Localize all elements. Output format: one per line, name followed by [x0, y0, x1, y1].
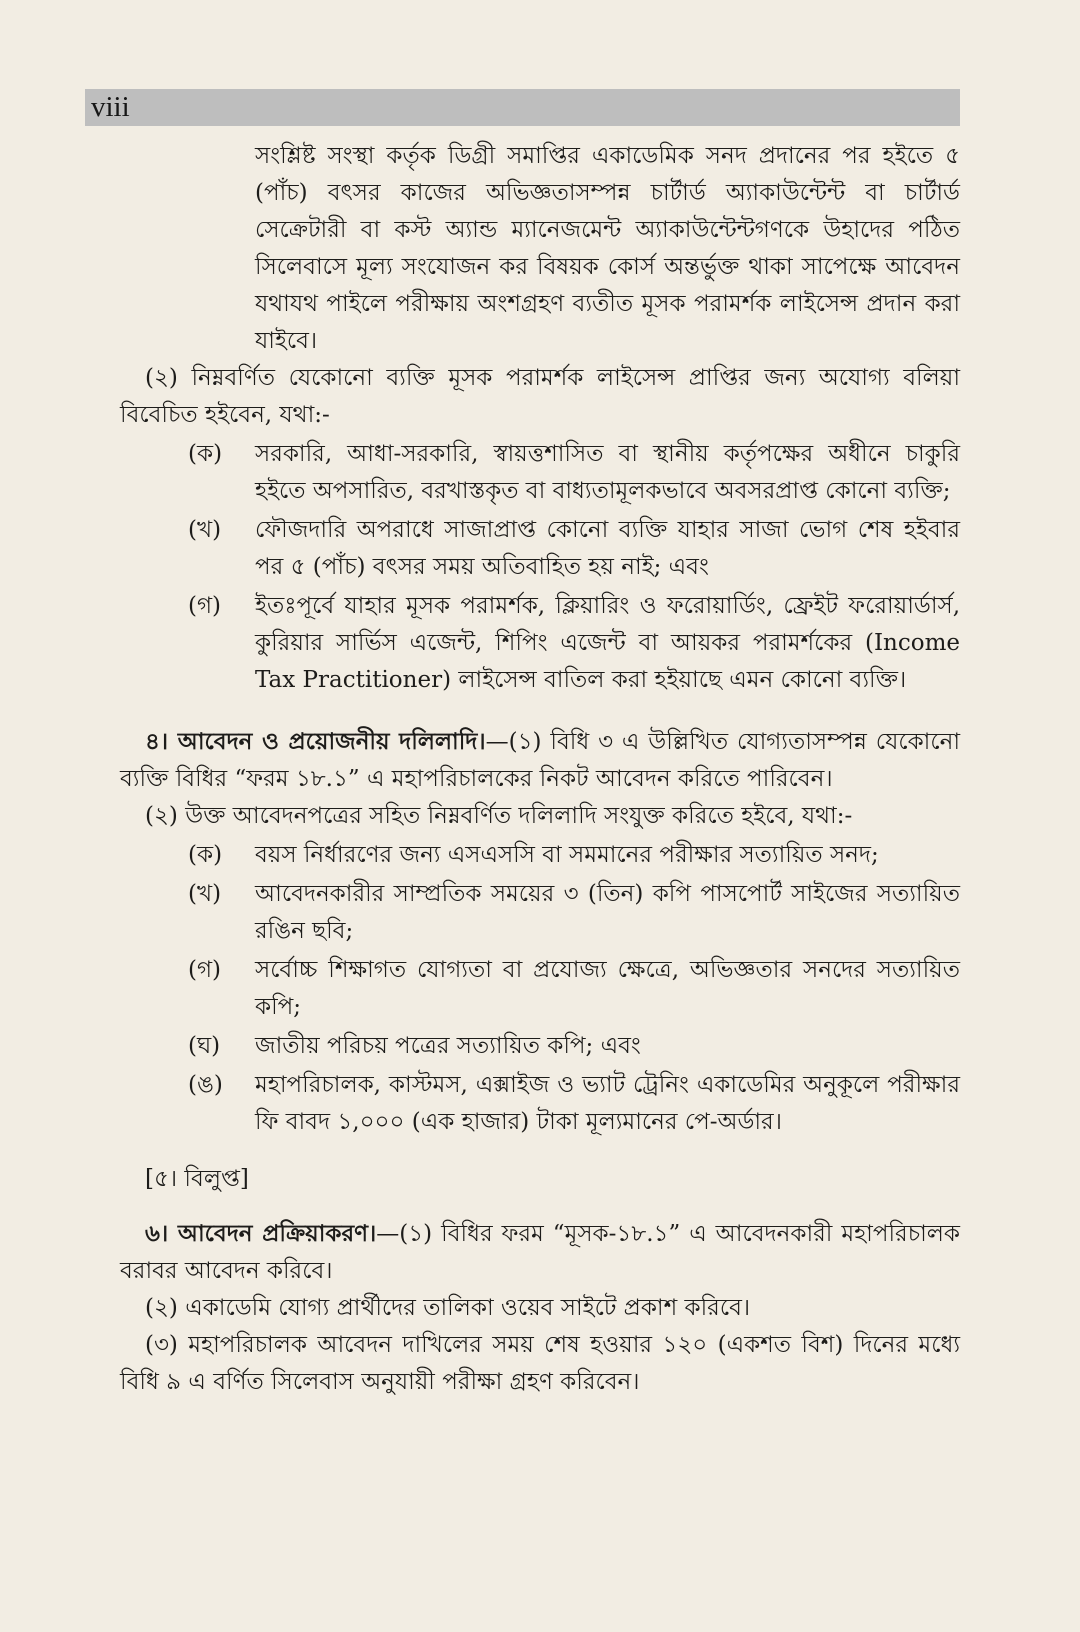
disqualification-item	[120, 512, 960, 586]
document-item	[120, 1028, 960, 1065]
disqualification-item	[120, 588, 960, 699]
page-body	[120, 138, 960, 1401]
section-4-paragraph	[120, 723, 960, 798]
section-6-subclause-2: (২) একাডেমি যোগ্য প্রার্থীদের তালিকা ওয়েব সাইটে প্রকাশ করিবে।	[145, 1295, 751, 1321]
item-label: (ক)	[188, 842, 223, 868]
page-header-bar	[85, 89, 960, 126]
document-item	[120, 876, 960, 950]
intro-continuation-paragraph: সংশ্লিষ্ট সংস্থা কর্তৃক ডিগ্রী সমাপ্তির একাডেমিক সনদ প্রদানের পর হইতে ৫ (পাঁচ) বৎসর কাজের অভিজ্ঞতাসম্পন্ন চার্টার্ড অ্যাকাউন্টেন্ট বা চার্টার্ড সেক্রেটারী বা কস্ট অ্যান্ড ম্যানেজমেন্ট অ্যাকাউন্টেন্টগণকে উহাদের পঠিত সিলেবাসে মূল্য সংযোজন কর বিষয়ক কোর্স অন্তর্ভুক্ত থাকা সাপেক্ষে আবেদন যথাযথ পাইলে পরীক্ষায় অংশগ্রহণ ব্যতীত মূসক পরামর্শক লাইসেন্স প্রদান করা যাইবে।	[255, 143, 960, 354]
section-4-text: —(১) বিধি ৩ এ উল্লিখিত যোগ্যতাসম্পন্ন যেকোনো ব্যক্তি বিধির “ফরম ১৮.১” এ মহাপরিচালকের নিকট আবেদন করিতে পারিবেন।	[120, 729, 960, 792]
section-6-heading: ৬। আবেদন প্রক্রিয়াকরণ।	[145, 1220, 377, 1247]
disqualification-paragraph: (২) নিম্নবর্ণিত যেকোনো ব্যক্তি মূসক পরামর্শক লাইসেন্স প্রাপ্তির জন্য অযোগ্য বলিয়া বিবেচিত হইবেন, যথা:-	[120, 365, 960, 428]
section-4-heading: ৪। আবেদন ও প্রয়োজনীয় দলিলাদি।	[145, 728, 486, 755]
item-text: সর্বোচ্চ শিক্ষাগত যোগ্যতা বা প্রযোজ্য ক্ষেত্রে, অভিজ্ঞতার সনদের সত্যায়িত কপি;	[255, 957, 960, 1020]
item-text: সরকারি, আধা-সরকারি, স্বায়ত্তশাসিত বা স্থানীয় কর্তৃপক্ষের অধীনে চাকুরি হইতে অপসারিত, বরখাস্তকৃত বা বাধ্যতামূলকভাবে অবসরপ্রাপ্ত কোনো ব্যক্তি;	[255, 441, 960, 504]
disqualification-item	[120, 436, 960, 510]
section-6-text: —(১) বিধির ফরম “মূসক-১৮.১” এ আবেদনকারী মহাপরিচালক বরাবর আবেদন করিবে।	[120, 1221, 961, 1284]
document-item	[120, 952, 960, 1026]
item-text: বয়স নির্ধারণের জন্য এসএসসি বা সমমানের পরীক্ষার সত্যায়িত সনদ;	[255, 842, 879, 868]
item-text: জাতীয় পরিচয় পত্রের সত্যায়িত কপি; এবং	[255, 1033, 641, 1059]
item-label: (গ)	[188, 957, 222, 983]
item-label: (খ)	[188, 881, 222, 907]
section-6-subclause-3: (৩) মহাপরিচালক আবেদন দাখিলের সময় শেষ হওয়ার ১২০ (একশত বিশ) দিনের মধ্যে বিধি ৯ এ বর্ণিত সিলেবাস অনুযায়ী পরীক্ষা গ্রহণ করিবেন।	[120, 1332, 960, 1395]
item-text: ইতঃপূর্বে যাহার মূসক পরামর্শক, ক্লিয়ারিং ও ফরোয়ার্ডিং, ফ্রেইট ফরোয়ার্ডার্স, কুরিয়ার সার্ভিস এজেন্ট, শিপিং এজেন্ট বা আয়কর পরামর্শকের (Income Tax Practitioner) লাইসেন্স বাতিল করা হইয়াছে এমন কোনো ব্যক্তি।	[255, 593, 960, 693]
document-item	[120, 1067, 960, 1141]
item-text: ফৌজদারি অপরাধে সাজাপ্রাপ্ত কোনো ব্যক্তি যাহার সাজা ভোগ শেষ হইবার পর ৫ (পাঁচ) বৎসর সময় অতিবাহিত হয় নাই; এবং	[255, 517, 960, 580]
item-label: (ঙ)	[188, 1072, 223, 1098]
item-label: (গ)	[188, 593, 222, 619]
item-label: (ঘ)	[188, 1033, 221, 1059]
item-text: আবেদনকারীর সাম্প্রতিক সময়ের ৩ (তিন) কপি পাসপোর্ট সাইজের সত্যায়িত রঙিন ছবি;	[255, 881, 960, 944]
section-4-subclause-2: (২) উক্ত আবেদনপত্রের সহিত নিম্নবর্ণিত দলিলাদি সংযুক্ত করিতে হইবে, যথা:-	[145, 803, 853, 829]
section-5-omitted: [৫। বিলুপ্ত]	[145, 1166, 249, 1192]
item-label: (খ)	[188, 517, 222, 543]
section-6-paragraph	[120, 1215, 960, 1290]
page-number: viii	[91, 91, 130, 123]
item-label: (ক)	[188, 441, 223, 467]
item-text: মহাপরিচালক, কাস্টমস, এক্সাইজ ও ভ্যাট ট্রেনিং একাডেমির অনুকূলে পরীক্ষার ফি বাবদ ১,০০০ (এক হাজার) টাকা মূল্যমানের পে-অর্ডার।	[255, 1072, 960, 1135]
document-item	[120, 837, 960, 874]
